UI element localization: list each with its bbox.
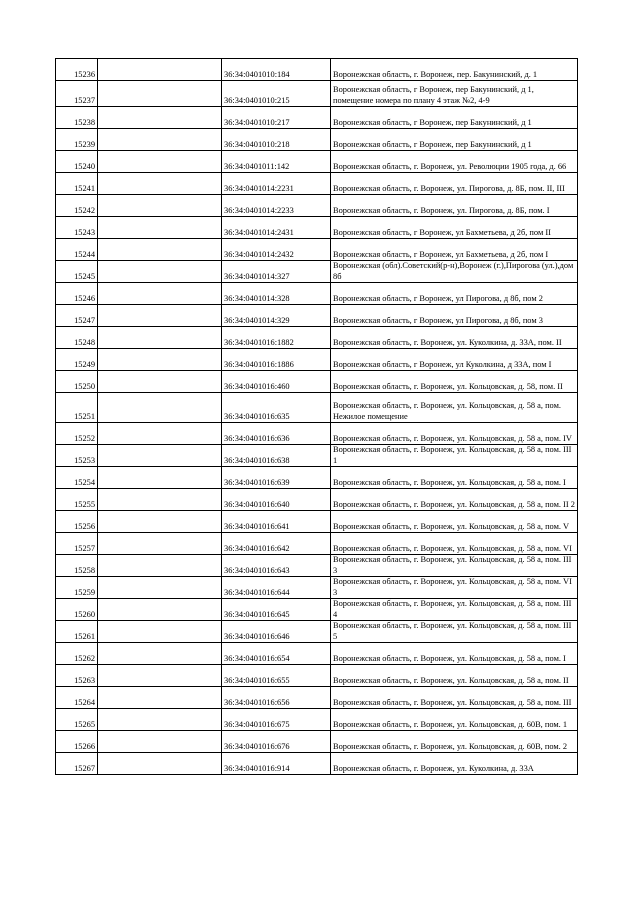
address-cell: Воронежская область, г Воронеж, пер Бакунинский, д 1 bbox=[331, 129, 578, 151]
row-number: 15263 bbox=[56, 665, 98, 687]
cadastral-number: 36:34:0401014:329 bbox=[222, 305, 331, 327]
address-cell: Воронежская область, г. Воронеж, ул. Кольцовская, д. 60В, пом. 1 bbox=[331, 709, 578, 731]
row-empty-cell bbox=[98, 81, 222, 107]
row-number: 15261 bbox=[56, 621, 98, 643]
row-number: 15258 bbox=[56, 555, 98, 577]
row-empty-cell bbox=[98, 349, 222, 371]
table-row bbox=[56, 393, 578, 423]
row-number: 15253 bbox=[56, 445, 98, 467]
table-row bbox=[56, 423, 578, 445]
table-row bbox=[56, 577, 578, 599]
table-row bbox=[56, 327, 578, 349]
address-cell: Воронежская область, г Воронеж, ул Куколкина, д 33А, пом I bbox=[331, 349, 578, 371]
table-row bbox=[56, 511, 578, 533]
row-number: 15239 bbox=[56, 129, 98, 151]
table-row bbox=[56, 489, 578, 511]
table-row bbox=[56, 283, 578, 305]
cadastral-number: 36:34:0401016:460 bbox=[222, 371, 331, 393]
row-empty-cell bbox=[98, 371, 222, 393]
row-empty-cell bbox=[98, 445, 222, 467]
cadastral-number: 36:34:0401014:2431 bbox=[222, 217, 331, 239]
row-empty-cell bbox=[98, 151, 222, 173]
row-number: 15240 bbox=[56, 151, 98, 173]
row-number: 15267 bbox=[56, 753, 98, 775]
table-row bbox=[56, 555, 578, 577]
row-empty-cell bbox=[98, 753, 222, 775]
address-cell: Воронежская область, г. Воронеж, ул. Кольцовская, д. 58, пом. II bbox=[331, 371, 578, 393]
row-number: 15250 bbox=[56, 371, 98, 393]
table-row bbox=[56, 305, 578, 327]
row-empty-cell bbox=[98, 283, 222, 305]
cadastral-number: 36:34:0401010:215 bbox=[222, 81, 331, 107]
row-empty-cell bbox=[98, 305, 222, 327]
table-row bbox=[56, 599, 578, 621]
row-empty-cell bbox=[98, 621, 222, 643]
address-cell: Воронежская (обл).Советский(р-н),Воронеж (г.),Пирогова (ул.),дом 8б bbox=[331, 261, 578, 283]
address-cell: Воронежская область, г. Воронеж, ул. Кольцовская, д. 58 а, пом. III 3 bbox=[331, 555, 578, 577]
table-row bbox=[56, 753, 578, 775]
address-cell: Воронежская область, г Воронеж, пер Бакунинский, д 1, помещение номера по плану 4 этаж №2, 4-9 bbox=[331, 81, 578, 107]
address-cell: Воронежская область, г. Воронеж, пер. Бакунинский, д. 1 bbox=[331, 59, 578, 81]
row-number: 15248 bbox=[56, 327, 98, 349]
row-empty-cell bbox=[98, 643, 222, 665]
cadastral-number: 36:34:0401016:676 bbox=[222, 731, 331, 753]
table-row bbox=[56, 643, 578, 665]
address-cell: Воронежская область, г. Воронеж, ул. Кольцовская, д. 58 а, пом. V bbox=[331, 511, 578, 533]
row-number: 15246 bbox=[56, 283, 98, 305]
row-number: 15254 bbox=[56, 467, 98, 489]
cadastral-number: 36:34:0401016:635 bbox=[222, 393, 331, 423]
cadastral-number: 36:34:0401016:914 bbox=[222, 753, 331, 775]
row-number: 15244 bbox=[56, 239, 98, 261]
cadastral-number: 36:34:0401016:1882 bbox=[222, 327, 331, 349]
table-row bbox=[56, 665, 578, 687]
row-number: 15243 bbox=[56, 217, 98, 239]
table-row bbox=[56, 59, 578, 81]
row-number: 15255 bbox=[56, 489, 98, 511]
registry-table bbox=[55, 58, 578, 775]
table-row bbox=[56, 107, 578, 129]
table-row bbox=[56, 731, 578, 753]
address-cell: Воронежская область, г. Воронеж, ул. Кольцовская, д. 58 а, пом. III 1 bbox=[331, 445, 578, 467]
cadastral-number: 36:34:0401010:218 bbox=[222, 129, 331, 151]
cadastral-number: 36:34:0401016:655 bbox=[222, 665, 331, 687]
row-number: 15257 bbox=[56, 533, 98, 555]
address-cell: Воронежская область, г. Воронеж, ул. Кольцовская, д. 58 а, пом. III bbox=[331, 687, 578, 709]
row-empty-cell bbox=[98, 665, 222, 687]
cadastral-number: 36:34:0401016:643 bbox=[222, 555, 331, 577]
cadastral-number: 36:34:0401016:636 bbox=[222, 423, 331, 445]
cadastral-number: 36:34:0401014:328 bbox=[222, 283, 331, 305]
row-number: 15266 bbox=[56, 731, 98, 753]
row-empty-cell bbox=[98, 555, 222, 577]
cadastral-number: 36:34:0401016:639 bbox=[222, 467, 331, 489]
cadastral-number: 36:34:0401014:2233 bbox=[222, 195, 331, 217]
row-empty-cell bbox=[98, 129, 222, 151]
row-number: 15252 bbox=[56, 423, 98, 445]
row-empty-cell bbox=[98, 173, 222, 195]
cadastral-number: 36:34:0401016:638 bbox=[222, 445, 331, 467]
row-number: 15245 bbox=[56, 261, 98, 283]
cadastral-number: 36:34:0401014:2231 bbox=[222, 173, 331, 195]
row-number: 15249 bbox=[56, 349, 98, 371]
row-empty-cell bbox=[98, 687, 222, 709]
cadastral-number: 36:34:0401016:646 bbox=[222, 621, 331, 643]
address-cell: Воронежская область, г. Воронеж, ул. Куколкина, д. 33А bbox=[331, 753, 578, 775]
address-cell: Воронежская область, г. Воронеж, ул. Кольцовская, д. 58 а, пом. I bbox=[331, 467, 578, 489]
row-empty-cell bbox=[98, 599, 222, 621]
row-empty-cell bbox=[98, 709, 222, 731]
row-number: 15251 bbox=[56, 393, 98, 423]
row-number: 15259 bbox=[56, 577, 98, 599]
row-number: 15236 bbox=[56, 59, 98, 81]
row-empty-cell bbox=[98, 731, 222, 753]
table-row bbox=[56, 195, 578, 217]
address-cell: Воронежская область, г. Воронеж, ул. Революции 1905 года, д. 66 bbox=[331, 151, 578, 173]
cadastral-number: 36:34:0401016:644 bbox=[222, 577, 331, 599]
table-row bbox=[56, 239, 578, 261]
address-cell: Воронежская область, г Воронеж, ул Бахметьева, д 2б, пом II bbox=[331, 217, 578, 239]
table-row bbox=[56, 533, 578, 555]
cadastral-number: 36:34:0401016:642 bbox=[222, 533, 331, 555]
address-cell: Воронежская область, г. Воронеж, ул. Кольцовская, д. 58 а, пом. VI 3 bbox=[331, 577, 578, 599]
address-cell: Воронежская область, г. Воронеж, ул. Кольцовская, д. 60В, пом. 2 bbox=[331, 731, 578, 753]
row-empty-cell bbox=[98, 393, 222, 423]
row-empty-cell bbox=[98, 511, 222, 533]
address-cell: Воронежская область, г. Воронеж, ул. Пирогова, д. 8Б, пом. II, III bbox=[331, 173, 578, 195]
table-row bbox=[56, 129, 578, 151]
table-row bbox=[56, 261, 578, 283]
cadastral-number: 36:34:0401010:217 bbox=[222, 107, 331, 129]
address-cell: Воронежская область, г. Воронеж, ул. Кольцовская, д. 58 а, пом. III 5 bbox=[331, 621, 578, 643]
row-empty-cell bbox=[98, 217, 222, 239]
address-cell: Воронежская область, г Воронеж, ул Пирогова, д 8б, пом 3 bbox=[331, 305, 578, 327]
cadastral-number: 36:34:0401014:2432 bbox=[222, 239, 331, 261]
row-empty-cell bbox=[98, 489, 222, 511]
row-number: 15237 bbox=[56, 81, 98, 107]
address-cell: Воронежская область, г Воронеж, ул Пирогова, д 8б, пом 2 bbox=[331, 283, 578, 305]
cadastral-number: 36:34:0401016:654 bbox=[222, 643, 331, 665]
registry-table-body bbox=[56, 59, 578, 775]
table-row bbox=[56, 709, 578, 731]
cadastral-number: 36:34:0401016:640 bbox=[222, 489, 331, 511]
address-cell: Воронежская область, г. Воронеж, ул. Кольцовская, д. 58 а, пом. II 2 bbox=[331, 489, 578, 511]
row-number: 15238 bbox=[56, 107, 98, 129]
table-row bbox=[56, 81, 578, 107]
row-empty-cell bbox=[98, 195, 222, 217]
cadastral-number: 36:34:0401016:656 bbox=[222, 687, 331, 709]
row-empty-cell bbox=[98, 577, 222, 599]
address-cell: Воронежская область, г. Воронеж, ул. Кольцовская, д. 58 а, пом. I bbox=[331, 643, 578, 665]
row-number: 15241 bbox=[56, 173, 98, 195]
table-row bbox=[56, 217, 578, 239]
address-cell: Воронежская область, г. Воронеж, ул. Кольцовская, д. 58 а, пом. IV bbox=[331, 423, 578, 445]
address-cell: Воронежская область, г Воронеж, пер Бакунинский, д 1 bbox=[331, 107, 578, 129]
row-number: 15260 bbox=[56, 599, 98, 621]
cadastral-number: 36:34:0401014:327 bbox=[222, 261, 331, 283]
table-row bbox=[56, 371, 578, 393]
row-empty-cell bbox=[98, 261, 222, 283]
cadastral-number: 36:34:0401011:142 bbox=[222, 151, 331, 173]
row-number: 15262 bbox=[56, 643, 98, 665]
table-row bbox=[56, 173, 578, 195]
row-number: 15264 bbox=[56, 687, 98, 709]
row-number: 15247 bbox=[56, 305, 98, 327]
table-row bbox=[56, 445, 578, 467]
table-row bbox=[56, 151, 578, 173]
row-empty-cell bbox=[98, 59, 222, 81]
row-empty-cell bbox=[98, 239, 222, 261]
cadastral-number: 36:34:0401016:675 bbox=[222, 709, 331, 731]
cadastral-number: 36:34:0401016:645 bbox=[222, 599, 331, 621]
row-empty-cell bbox=[98, 327, 222, 349]
row-number: 15256 bbox=[56, 511, 98, 533]
table-row bbox=[56, 467, 578, 489]
address-cell: Воронежская область, г. Воронеж, ул. Кольцовская, д. 58 а, пом. Нежилое помещение bbox=[331, 393, 578, 423]
address-cell: Воронежская область, г. Воронеж, ул. Куколкина, д. 33А, пом. II bbox=[331, 327, 578, 349]
row-empty-cell bbox=[98, 107, 222, 129]
row-number: 15265 bbox=[56, 709, 98, 731]
address-cell: Воронежская область, г. Воронеж, ул. Кольцовская, д. 58 а, пом. VI bbox=[331, 533, 578, 555]
address-cell: Воронежская область, г. Воронеж, ул. Кольцовская, д. 58 а, пом. III 4 bbox=[331, 599, 578, 621]
cadastral-number: 36:34:0401016:641 bbox=[222, 511, 331, 533]
cadastral-number: 36:34:0401016:1886 bbox=[222, 349, 331, 371]
address-cell: Воронежская область, г. Воронеж, ул. Кольцовская, д. 58 а, пом. II bbox=[331, 665, 578, 687]
table-row bbox=[56, 687, 578, 709]
row-empty-cell bbox=[98, 423, 222, 445]
table-row bbox=[56, 349, 578, 371]
row-number: 15242 bbox=[56, 195, 98, 217]
cadastral-number: 36:34:0401010:184 bbox=[222, 59, 331, 81]
table-row bbox=[56, 621, 578, 643]
row-empty-cell bbox=[98, 467, 222, 489]
address-cell: Воронежская область, г. Воронеж, ул. Пирогова, д. 8Б, пом. I bbox=[331, 195, 578, 217]
address-cell: Воронежская область, г Воронеж, ул Бахметьева, д 2б, пом I bbox=[331, 239, 578, 261]
row-empty-cell bbox=[98, 533, 222, 555]
